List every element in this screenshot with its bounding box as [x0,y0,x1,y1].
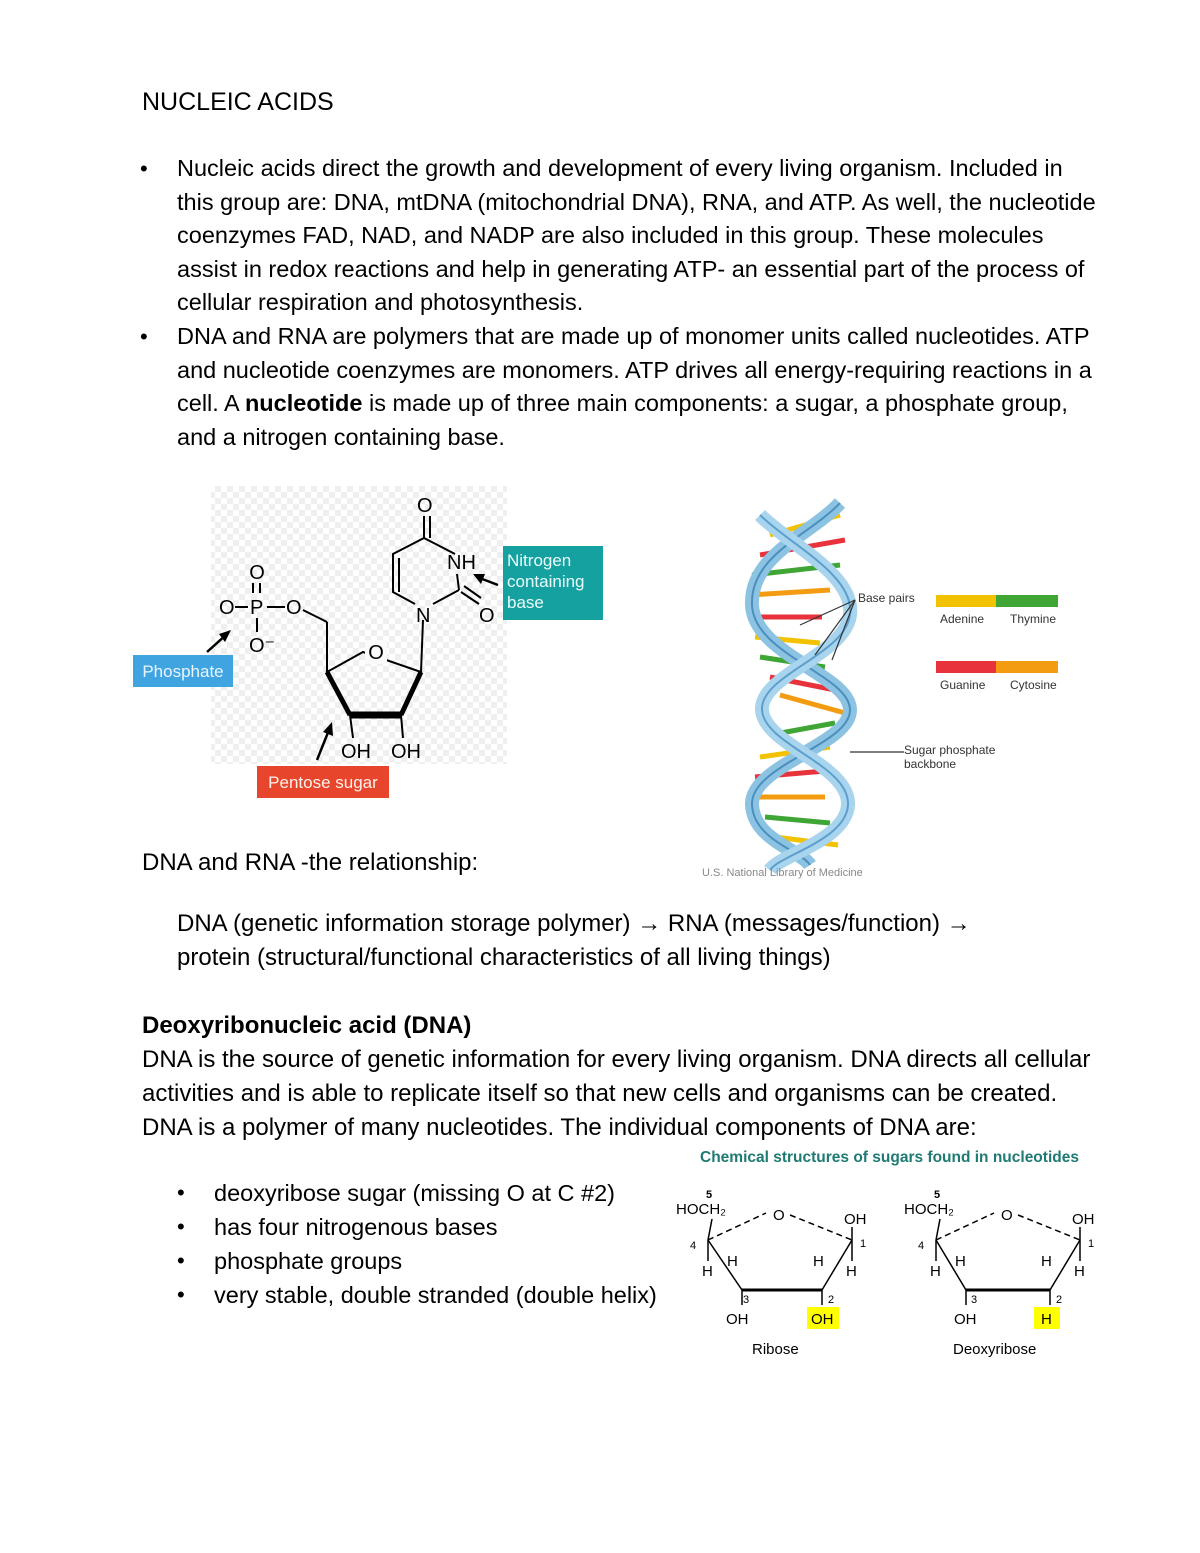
cytosine-label: Cytosine [1010,678,1057,692]
intro-bullet-1: • Nucleic acids direct the growth and development of every living organism. Included in this group are: DNA, mtDNA (mitochondrial DNA), RNA, and ATP. As well, the nucleotide coenzymes FAD, NAD, and NADP are also included in this group. These molecules assist in redox reactions and help in generating ATP- an essential part of the process of cellular respiration and photosynthesis. [177,152,1097,320]
dna-helix-figure [690,495,1070,885]
ribose-c1-oh: OH [844,1211,867,1228]
dna-component-1: • deoxyribose sugar (missing O at C #2) [214,1176,615,1210]
dna-component-2: • has four nitrogenous bases [214,1210,498,1244]
dna-component-4: • very stable, double stranded (double helix) [214,1278,657,1312]
atom-o-ring: O [368,642,384,664]
atom-oh-2: OH [391,741,421,763]
svg-text:2: 2 [1056,1294,1063,1306]
helix-credit: U.S. National Library of Medicine [702,867,863,879]
cytosine-swatch [996,661,1058,673]
relationship-heading: DNA and RNA -the relationship: [142,849,479,876]
svg-text:H: H [702,1263,713,1280]
thymine-swatch [996,595,1058,607]
svg-text:5: 5 [934,1189,941,1201]
svg-text:3: 3 [971,1294,978,1306]
svg-text:H: H [1041,1253,1052,1270]
svg-text:4: 4 [690,1240,697,1252]
svg-text:H: H [846,1263,857,1280]
atom-p: P [250,597,264,619]
atom-o-minus: O⁻ [249,635,276,657]
backbone-label: Sugar phosphate backbone [904,743,996,771]
svg-text:H: H [1074,1263,1085,1280]
deoxy-ring-o: O [1001,1207,1013,1224]
deoxy-c1-oh: OH [1072,1211,1095,1228]
base-pairs-label: Base pairs [858,591,915,605]
relationship-line-1: DNA (genetic information storage polymer) → RNA (messages/function) → [177,910,971,937]
atom-o-left: O [219,597,235,619]
svg-text:3: 3 [743,1294,750,1306]
svg-text:1: 1 [1088,1238,1095,1250]
ribose-label: Ribose [752,1341,799,1358]
phosphate-label: Phosphate [142,662,224,681]
atom-o-right: O [286,597,302,619]
atom-n: N [416,605,431,627]
relationship-line-2: protein (structural/functional characteristics of all living things) [177,944,831,971]
ribose-structure [676,1189,867,1358]
nucleotide-figure [125,480,615,805]
ribose-c2-oh: OH [811,1311,834,1328]
svg-text:H: H [930,1263,941,1280]
dna-heading: Deoxyribonucleic acid (DNA) [142,1012,472,1039]
sugar-label: Pentose sugar [268,773,378,792]
svg-text:2: 2 [828,1294,835,1306]
svg-text:5: 5 [706,1189,713,1201]
deoxy-c2-h: H [1041,1311,1052,1328]
guanine-swatch [936,661,996,673]
sugars-figure [670,1143,1130,1368]
atom-o-base-right: O [479,605,495,627]
sugars-title: Chemical structures of sugars found in nucleotides [700,1149,1079,1166]
page-title: NUCLEIC ACIDS [142,88,334,116]
atom-o-top: O [249,562,265,584]
atom-oh-1: OH [341,741,371,763]
adenine-label: Adenine [940,612,985,626]
deoxy-hoch2: HOCH₂ [904,1201,954,1218]
svg-text:H: H [955,1253,966,1270]
base-label: Nitrogen containing base [507,551,585,612]
adenine-swatch [936,595,996,607]
ribose-hoch2: HOCH₂ [676,1201,726,1218]
deoxyribose-structure [904,1189,1095,1358]
ribose-ring-o: O [773,1207,785,1224]
dna-component-3: • phosphate groups [214,1244,402,1278]
svg-text:4: 4 [918,1240,925,1252]
svg-text:H: H [813,1253,824,1270]
bullet2-before: DNA and RNA are polymers that are made up of monomer units called nucleotides. ATP and nucleotide coenzymes are monomers. ATP drives all energy-requiring reactions in a cell. A [177,323,1092,416]
svg-text:1: 1 [860,1238,867,1250]
ribose-c3-oh: OH [726,1311,749,1328]
deoxy-c3-oh: OH [954,1311,977,1328]
thymine-label: Thymine [1010,612,1057,626]
bullet2-bold: nucleotide [244,390,363,416]
guanine-label: Guanine [940,678,986,692]
intro-bullet-2 [177,320,1097,454]
atom-o-base-top: O [417,495,433,517]
deoxyribose-label: Deoxyribose [953,1341,1037,1358]
svg-text:H: H [727,1253,738,1270]
dna-paragraph: DNA is the source of genetic information for every living organism. DNA directs all cellular activities and is able to replicate itself so that new cells and organisms can be created. DNA is a polymer of many nucleotides. The individual components of DNA are: [142,1046,1091,1141]
atom-nh: NH [447,552,476,574]
bullet2-after: is made up of three main components: a sugar, a phosphate group, and a nitrogen containing base. [177,390,1068,450]
checker-background [211,486,507,764]
